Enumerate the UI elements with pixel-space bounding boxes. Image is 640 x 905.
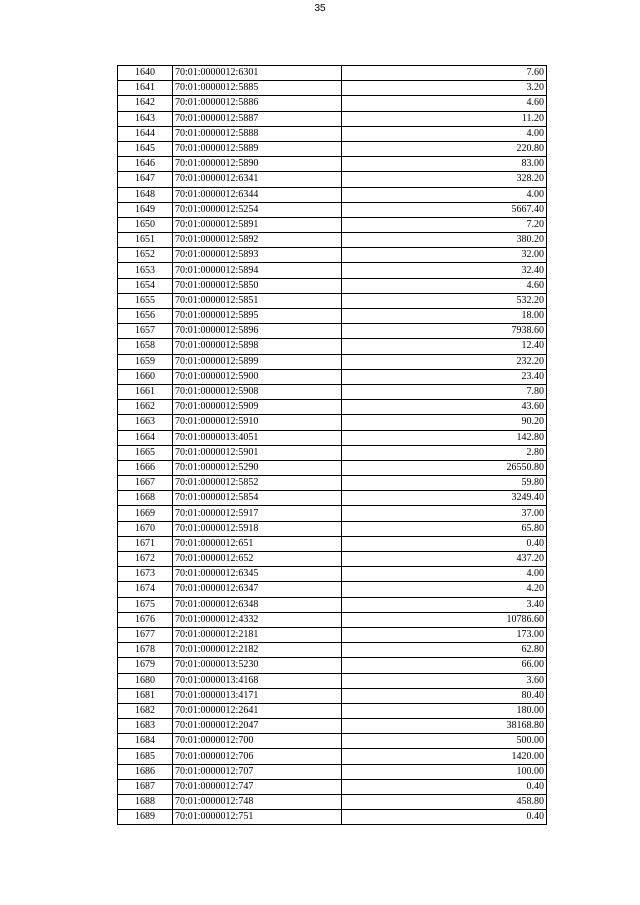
table-row — [118, 597, 547, 612]
row-number: 1686 — [118, 764, 173, 779]
table-row — [118, 764, 547, 779]
row-number: 1640 — [118, 66, 173, 81]
row-number: 1680 — [118, 673, 173, 688]
row-number: 1675 — [118, 597, 173, 612]
area-value: 18.00 — [342, 309, 547, 324]
table-row — [118, 627, 547, 642]
cadastral-number: 70:01:0000012:652 — [173, 552, 342, 567]
cadastral-number: 70:01:0000012:5917 — [173, 506, 342, 521]
row-number: 1687 — [118, 779, 173, 794]
cadastral-number: 70:01:0000012:5909 — [173, 400, 342, 415]
area-value: 7.80 — [342, 384, 547, 399]
area-value: 458.80 — [342, 795, 547, 810]
table-row — [118, 491, 547, 506]
cadastral-number: 70:01:0000012:5918 — [173, 521, 342, 536]
cadastral-number: 70:01:0000012:5908 — [173, 384, 342, 399]
cadastral-number: 70:01:0000012:5892 — [173, 233, 342, 248]
cadastral-number: 70:01:0000012:6347 — [173, 582, 342, 597]
cadastral-number: 70:01:0000012:5899 — [173, 354, 342, 369]
area-value: 38168.80 — [342, 719, 547, 734]
row-number: 1667 — [118, 476, 173, 491]
table-row — [118, 141, 547, 156]
table-row — [118, 233, 547, 248]
table-row — [118, 96, 547, 111]
table-row — [118, 521, 547, 536]
area-value: 32.00 — [342, 248, 547, 263]
cadastral-number: 70:01:0000012:6344 — [173, 187, 342, 202]
table-row — [118, 612, 547, 627]
row-number: 1670 — [118, 521, 173, 536]
table-row — [118, 324, 547, 339]
row-number: 1678 — [118, 643, 173, 658]
table-row — [118, 552, 547, 567]
area-value: 4.00 — [342, 126, 547, 141]
table-row — [118, 369, 547, 384]
cadastral-number: 70:01:0000012:5885 — [173, 81, 342, 96]
row-number: 1674 — [118, 582, 173, 597]
area-value: 7.60 — [342, 66, 547, 81]
row-number: 1661 — [118, 384, 173, 399]
row-number: 1643 — [118, 111, 173, 126]
table-row — [118, 339, 547, 354]
cadastral-number: 70:01:0000012:5890 — [173, 157, 342, 172]
table-row — [118, 673, 547, 688]
area-value: 220.80 — [342, 141, 547, 156]
table-row — [118, 536, 547, 551]
cadastral-number: 70:01:0000012:5898 — [173, 339, 342, 354]
table-row — [118, 293, 547, 308]
area-value: 62.80 — [342, 643, 547, 658]
table-row — [118, 734, 547, 749]
table-row — [118, 643, 547, 658]
row-number: 1658 — [118, 339, 173, 354]
row-number: 1660 — [118, 369, 173, 384]
cadastral-number: 70:01:0000012:706 — [173, 749, 342, 764]
table-row — [118, 658, 547, 673]
area-value: 100.00 — [342, 764, 547, 779]
row-number: 1654 — [118, 278, 173, 293]
area-value: 3249.40 — [342, 491, 547, 506]
cadastral-number: 70:01:0000012:5910 — [173, 415, 342, 430]
cadastral-number: 70:01:0000012:5901 — [173, 445, 342, 460]
cadastral-table — [117, 65, 547, 825]
row-number: 1677 — [118, 627, 173, 642]
cadastral-number: 70:01:0000012:5896 — [173, 324, 342, 339]
cadastral-number: 70:01:0000013:4051 — [173, 430, 342, 445]
area-value: 3.20 — [342, 81, 547, 96]
cadastral-number: 70:01:0000012:6348 — [173, 597, 342, 612]
cadastral-number: 70:01:0000012:5891 — [173, 217, 342, 232]
area-value: 437.20 — [342, 552, 547, 567]
cadastral-number: 70:01:0000012:5887 — [173, 111, 342, 126]
row-number: 1649 — [118, 202, 173, 217]
cadastral-number: 70:01:0000012:748 — [173, 795, 342, 810]
area-value: 26550.80 — [342, 460, 547, 475]
table-row — [118, 582, 547, 597]
row-number: 1684 — [118, 734, 173, 749]
row-number: 1651 — [118, 233, 173, 248]
table-row — [118, 248, 547, 263]
area-value: 4.60 — [342, 96, 547, 111]
row-number: 1685 — [118, 749, 173, 764]
row-number: 1683 — [118, 719, 173, 734]
row-number: 1664 — [118, 430, 173, 445]
table-row — [118, 506, 547, 521]
area-value: 65.80 — [342, 521, 547, 536]
area-value: 3.40 — [342, 597, 547, 612]
cadastral-number: 70:01:0000012:747 — [173, 779, 342, 794]
table-row — [118, 81, 547, 96]
area-value: 4.60 — [342, 278, 547, 293]
row-number: 1673 — [118, 567, 173, 582]
area-value: 1420.00 — [342, 749, 547, 764]
table-row — [118, 749, 547, 764]
area-value: 7.20 — [342, 217, 547, 232]
row-number: 1682 — [118, 703, 173, 718]
row-number: 1644 — [118, 126, 173, 141]
area-value: 4.00 — [342, 567, 547, 582]
row-number: 1668 — [118, 491, 173, 506]
cadastral-number: 70:01:0000012:6301 — [173, 66, 342, 81]
row-number: 1681 — [118, 688, 173, 703]
table-row — [118, 111, 547, 126]
cadastral-number: 70:01:0000013:5230 — [173, 658, 342, 673]
area-value: 4.00 — [342, 187, 547, 202]
cadastral-number: 70:01:0000012:5893 — [173, 248, 342, 263]
cadastral-number: 70:01:0000013:4168 — [173, 673, 342, 688]
area-value: 12.40 — [342, 339, 547, 354]
table-row — [118, 445, 547, 460]
cadastral-number: 70:01:0000012:5854 — [173, 491, 342, 506]
area-value: 5667.40 — [342, 202, 547, 217]
area-value: 80.40 — [342, 688, 547, 703]
table-row — [118, 400, 547, 415]
area-value: 180.00 — [342, 703, 547, 718]
cadastral-number: 70:01:0000012:707 — [173, 764, 342, 779]
cadastral-number: 70:01:0000012:5889 — [173, 141, 342, 156]
area-value: 32.40 — [342, 263, 547, 278]
row-number: 1689 — [118, 810, 173, 825]
cadastral-number: 70:01:0000012:2182 — [173, 643, 342, 658]
table-row — [118, 779, 547, 794]
table-body — [118, 66, 547, 825]
row-number: 1688 — [118, 795, 173, 810]
area-value: 500.00 — [342, 734, 547, 749]
table-row — [118, 126, 547, 141]
page-number: 35 — [314, 3, 326, 14]
table-row — [118, 217, 547, 232]
row-number: 1671 — [118, 536, 173, 551]
row-number: 1662 — [118, 400, 173, 415]
cadastral-number: 70:01:0000012:5895 — [173, 309, 342, 324]
table-row — [118, 202, 547, 217]
table-row — [118, 795, 547, 810]
area-value: 0.40 — [342, 810, 547, 825]
cadastral-number: 70:01:0000013:4171 — [173, 688, 342, 703]
cadastral-number: 70:01:0000012:6345 — [173, 567, 342, 582]
area-value: 142.80 — [342, 430, 547, 445]
area-value: 173.00 — [342, 627, 547, 642]
table-row — [118, 172, 547, 187]
cadastral-number: 70:01:0000012:5894 — [173, 263, 342, 278]
row-number: 1656 — [118, 309, 173, 324]
row-number: 1665 — [118, 445, 173, 460]
row-number: 1663 — [118, 415, 173, 430]
table-row — [118, 309, 547, 324]
table-row — [118, 460, 547, 475]
area-value: 328.20 — [342, 172, 547, 187]
area-value: 90.20 — [342, 415, 547, 430]
row-number: 1652 — [118, 248, 173, 263]
cadastral-number: 70:01:0000012:5290 — [173, 460, 342, 475]
cadastral-number: 70:01:0000012:5900 — [173, 369, 342, 384]
table-row — [118, 703, 547, 718]
cadastral-number: 70:01:0000012:2047 — [173, 719, 342, 734]
cadastral-number: 70:01:0000012:751 — [173, 810, 342, 825]
area-value: 0.40 — [342, 536, 547, 551]
area-value: 3.60 — [342, 673, 547, 688]
area-value: 43.60 — [342, 400, 547, 415]
cadastral-number: 70:01:0000012:5888 — [173, 126, 342, 141]
row-number: 1641 — [118, 81, 173, 96]
area-value: 2.80 — [342, 445, 547, 460]
row-number: 1655 — [118, 293, 173, 308]
table-row — [118, 476, 547, 491]
area-value: 37.00 — [342, 506, 547, 521]
area-value: 380.20 — [342, 233, 547, 248]
area-value: 23.40 — [342, 369, 547, 384]
row-number: 1676 — [118, 612, 173, 627]
area-value: 4.20 — [342, 582, 547, 597]
cadastral-number: 70:01:0000012:2641 — [173, 703, 342, 718]
table-row — [118, 157, 547, 172]
row-number: 1642 — [118, 96, 173, 111]
row-number: 1645 — [118, 141, 173, 156]
cadastral-number: 70:01:0000012:5852 — [173, 476, 342, 491]
area-value: 83.00 — [342, 157, 547, 172]
area-value: 0.40 — [342, 779, 547, 794]
table-row — [118, 430, 547, 445]
row-number: 1647 — [118, 172, 173, 187]
cadastral-number: 70:01:0000012:5886 — [173, 96, 342, 111]
cadastral-number: 70:01:0000012:5850 — [173, 278, 342, 293]
area-value: 7938.60 — [342, 324, 547, 339]
row-number: 1657 — [118, 324, 173, 339]
cadastral-number: 70:01:0000012:6341 — [173, 172, 342, 187]
row-number: 1648 — [118, 187, 173, 202]
row-number: 1666 — [118, 460, 173, 475]
row-number: 1659 — [118, 354, 173, 369]
table-row — [118, 688, 547, 703]
table-row — [118, 415, 547, 430]
cadastral-number: 70:01:0000012:2181 — [173, 627, 342, 642]
table-row — [118, 263, 547, 278]
area-value: 532.20 — [342, 293, 547, 308]
table-row — [118, 187, 547, 202]
row-number: 1653 — [118, 263, 173, 278]
row-number: 1646 — [118, 157, 173, 172]
cadastral-number: 70:01:0000012:700 — [173, 734, 342, 749]
table-row — [118, 810, 547, 825]
cadastral-number: 70:01:0000012:4332 — [173, 612, 342, 627]
table-row — [118, 66, 547, 81]
table-row — [118, 567, 547, 582]
table-row — [118, 354, 547, 369]
table-row — [118, 278, 547, 293]
area-value: 66.00 — [342, 658, 547, 673]
area-value: 59.80 — [342, 476, 547, 491]
cadastral-number: 70:01:0000012:651 — [173, 536, 342, 551]
area-value: 10786.60 — [342, 612, 547, 627]
row-number: 1650 — [118, 217, 173, 232]
table-row — [118, 384, 547, 399]
cadastral-number: 70:01:0000012:5851 — [173, 293, 342, 308]
row-number: 1679 — [118, 658, 173, 673]
row-number: 1672 — [118, 552, 173, 567]
area-value: 232.20 — [342, 354, 547, 369]
table-row — [118, 719, 547, 734]
cadastral-number: 70:01:0000012:5254 — [173, 202, 342, 217]
area-value: 11.20 — [342, 111, 547, 126]
row-number: 1669 — [118, 506, 173, 521]
